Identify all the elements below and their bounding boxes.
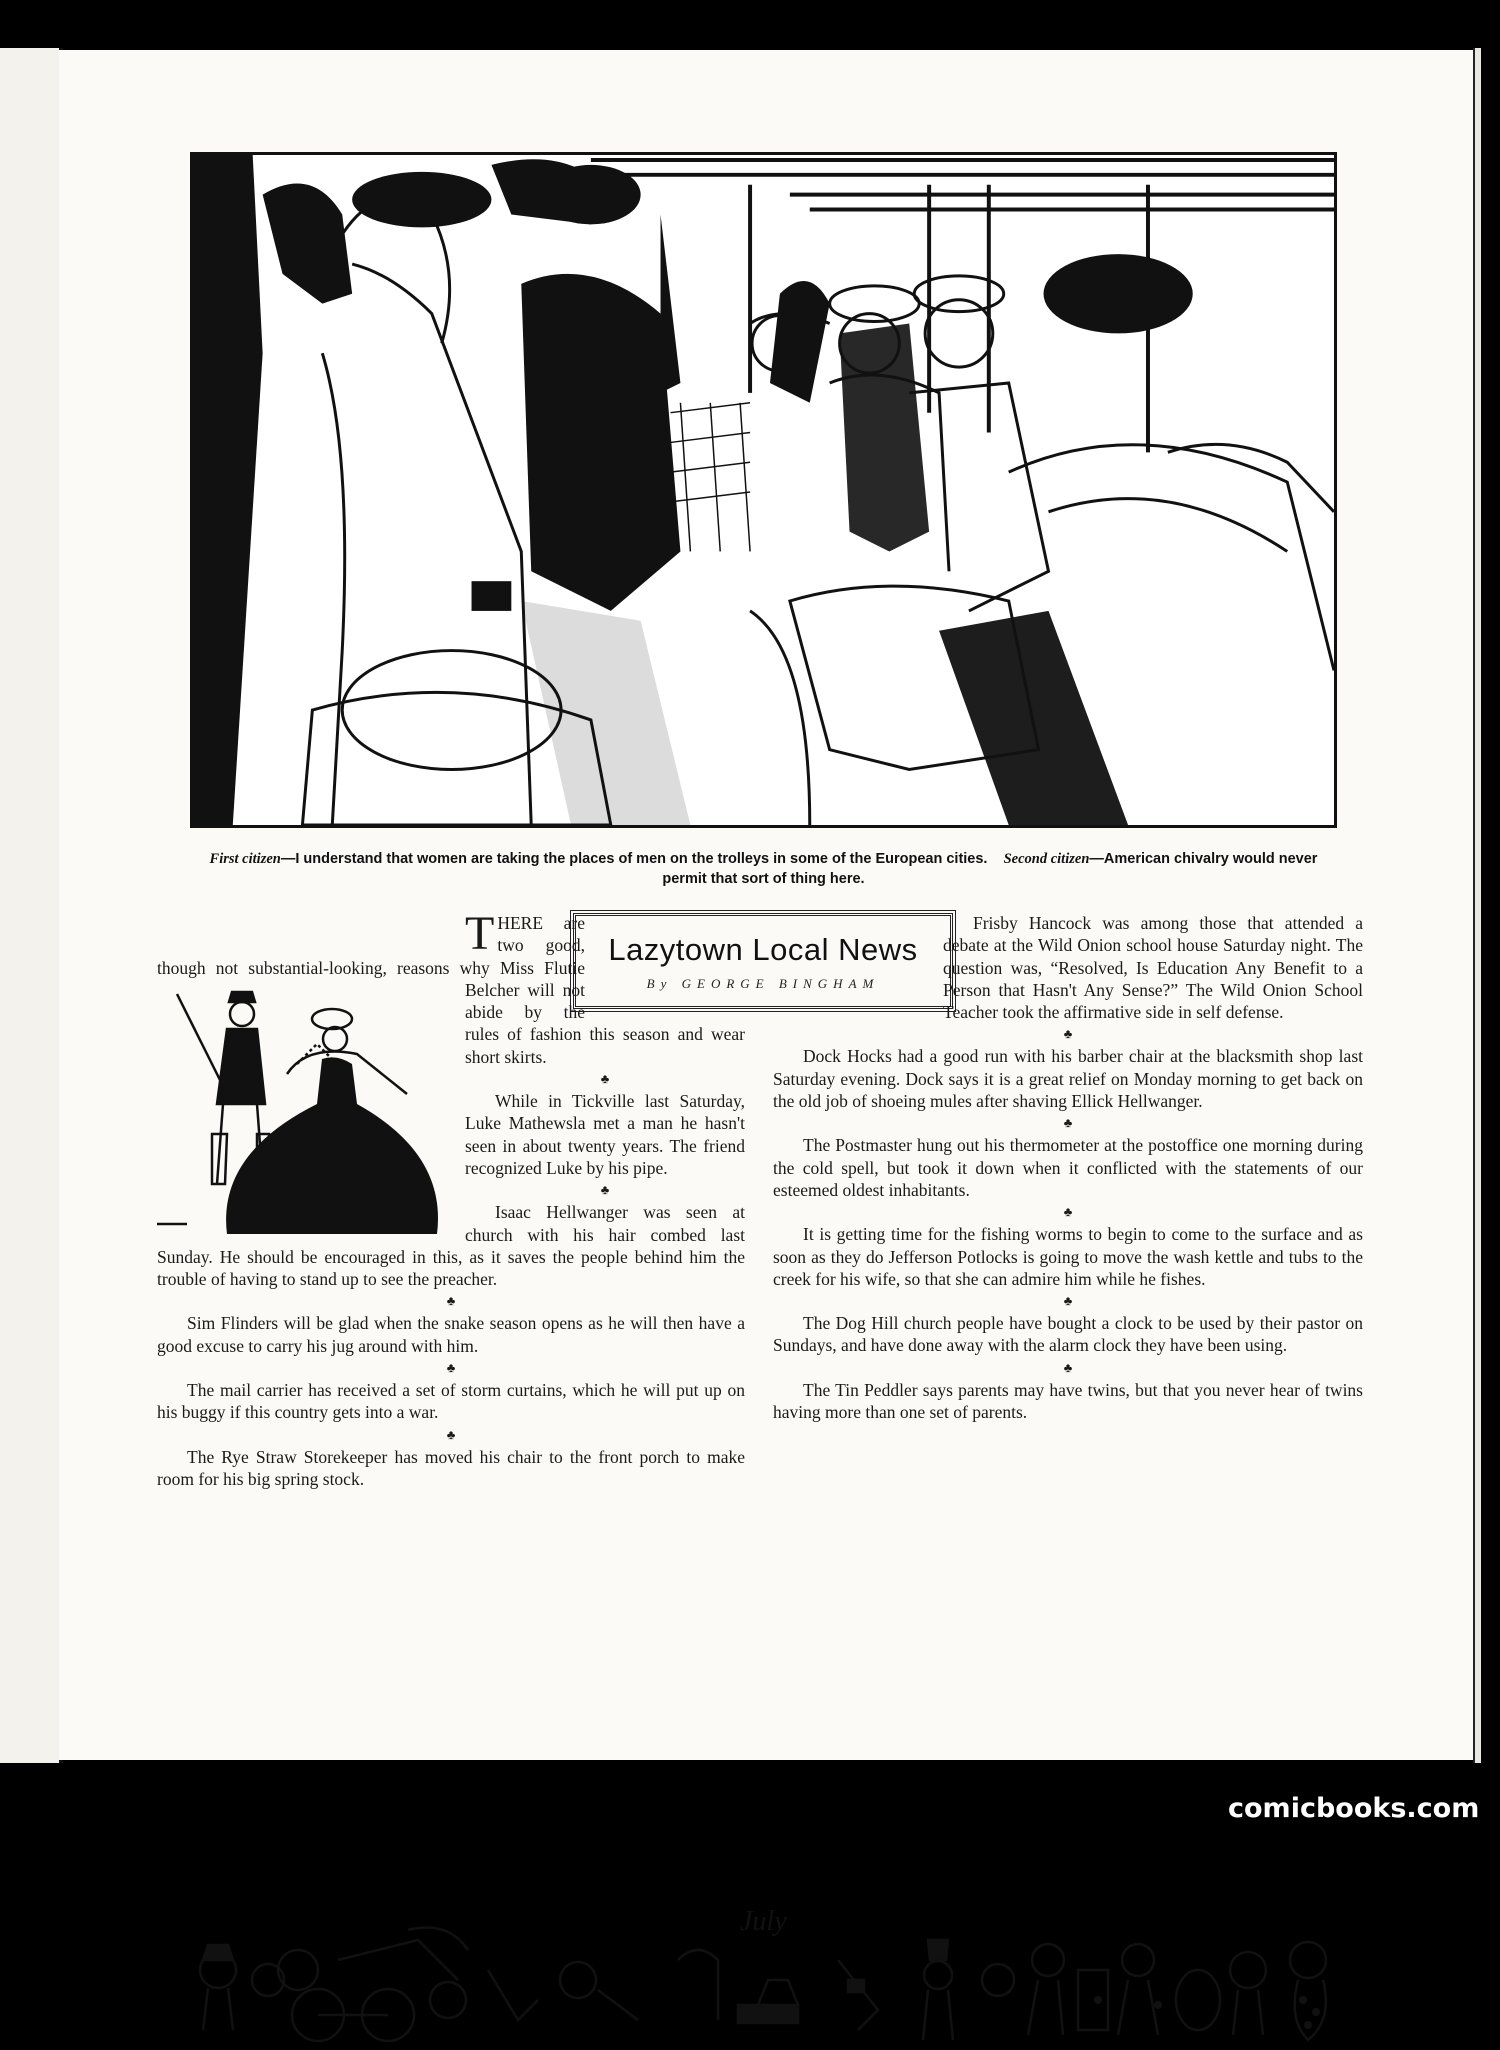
right-column — [773, 912, 1363, 1423]
column-title: Lazytown Local News — [608, 932, 918, 967]
drop-cap: T — [465, 907, 495, 960]
caption-line-2: —American chivalry would never permit that sort of thing here. — [662, 851, 1318, 887]
watermark: comicbooks.com — [1228, 1793, 1480, 1824]
news-item-11: The Dog Hill church people have bought a clock to be used by their pastor on Sundays, and have done away with the alarm clock they have been using. — [773, 1313, 1363, 1356]
parade-border-illustration — [158, 1900, 1363, 2050]
news-item-12: The Tin Peddler says parents may have twins, but that you never hear of twins having more than one set of parents. — [773, 1379, 1363, 1423]
news-item-8: Dock Hocks had a good run with his barber chair at the blacksmith shop last Saturday evening. Dock says it is a great relief on Monday morning to get back on the old job of shoeing mules after shaving Ellick Hellwanger. — [773, 1046, 1363, 1112]
caption-line-1: —I understand that women are taking the places of men on the trolleys in some of the European cities. — [280, 851, 988, 867]
ornament: ♣ — [600, 1071, 610, 1087]
news-item-4: Sim Flinders will be glad when the snake season opens as he will then have a good excuse to carry his jug around with him. — [157, 1313, 745, 1356]
ornament: ♣ — [1063, 1115, 1073, 1131]
ornament: ♣ — [446, 1360, 456, 1376]
ornament: ♣ — [1063, 1359, 1073, 1375]
border-july-text: July — [740, 1906, 787, 1937]
caption-speaker-2: Second citizen — [1003, 851, 1090, 867]
ornament: ♣ — [446, 1426, 456, 1442]
news-item-5: The mail carrier has received a set of storm curtains, which he will put up on his buggy if this country gets into a war. — [157, 1380, 745, 1423]
column-byline: By GEORGE BINGHAM — [646, 976, 880, 991]
right-page-edge — [1473, 48, 1481, 1763]
ornament: ♣ — [1063, 1293, 1073, 1309]
ornament: ♣ — [1063, 1026, 1073, 1042]
news-item-3: Isaac Hellwanger was seen at church with his hair combed last Sunday. He should be encouraged in this, as it saves the people behind him the trouble of having to stand up to see the preacher. — [157, 1202, 745, 1290]
news-item-10: It is getting time for the fishing worms to begin to come to the surface and as soon as they do Jefferson Potlocks is going to move the wash kettle and tubs to the creek for his wife, so that she can admire him while he fishes. — [773, 1224, 1363, 1289]
news-item-1-text: HERE are two good, though not substantial-looking, reasons why Miss Flutie Belcher will not abide by the rules of fashion this season and wear short skirts. — [157, 913, 745, 1067]
news-item-7: Frisby Hancock was among those that attended a debate at the Wild Onion school house Saturday night. The question was, “Resolved, Is Education Any Benefit to a Person that Hasn't Any Sense?” The Wild Onion School Teacher took the affirmative side in self defense. — [943, 913, 1363, 1023]
left-page-edge — [0, 48, 63, 1763]
caption-speaker-1: First citizen — [209, 851, 281, 867]
news-item-2: While in Tickville last Saturday, Luke Mathewsla met a man he hasn't seen in about twenty years. The friend recognized Luke by his pipe. — [465, 1091, 745, 1178]
ornament: ♣ — [600, 1182, 610, 1198]
news-item-6: The Rye Straw Storekeeper has moved his chair to the front porch to make room for his big spring stock. — [157, 1446, 745, 1489]
trolley-drawing — [193, 155, 1334, 825]
ornament: ♣ — [1063, 1204, 1073, 1220]
left-column — [157, 907, 745, 1490]
news-item-9: The Postmaster hung out his thermometer at the postoffice one morning during the cold spell, but took it down when it conflicted with the statements of our esteemed oldest inhabitants. — [773, 1135, 1363, 1200]
ornament: ♣ — [446, 1293, 456, 1309]
fashion-couple-illustration — [157, 984, 457, 1244]
illustration-caption — [190, 850, 1337, 889]
trolley-illustration — [190, 152, 1337, 828]
